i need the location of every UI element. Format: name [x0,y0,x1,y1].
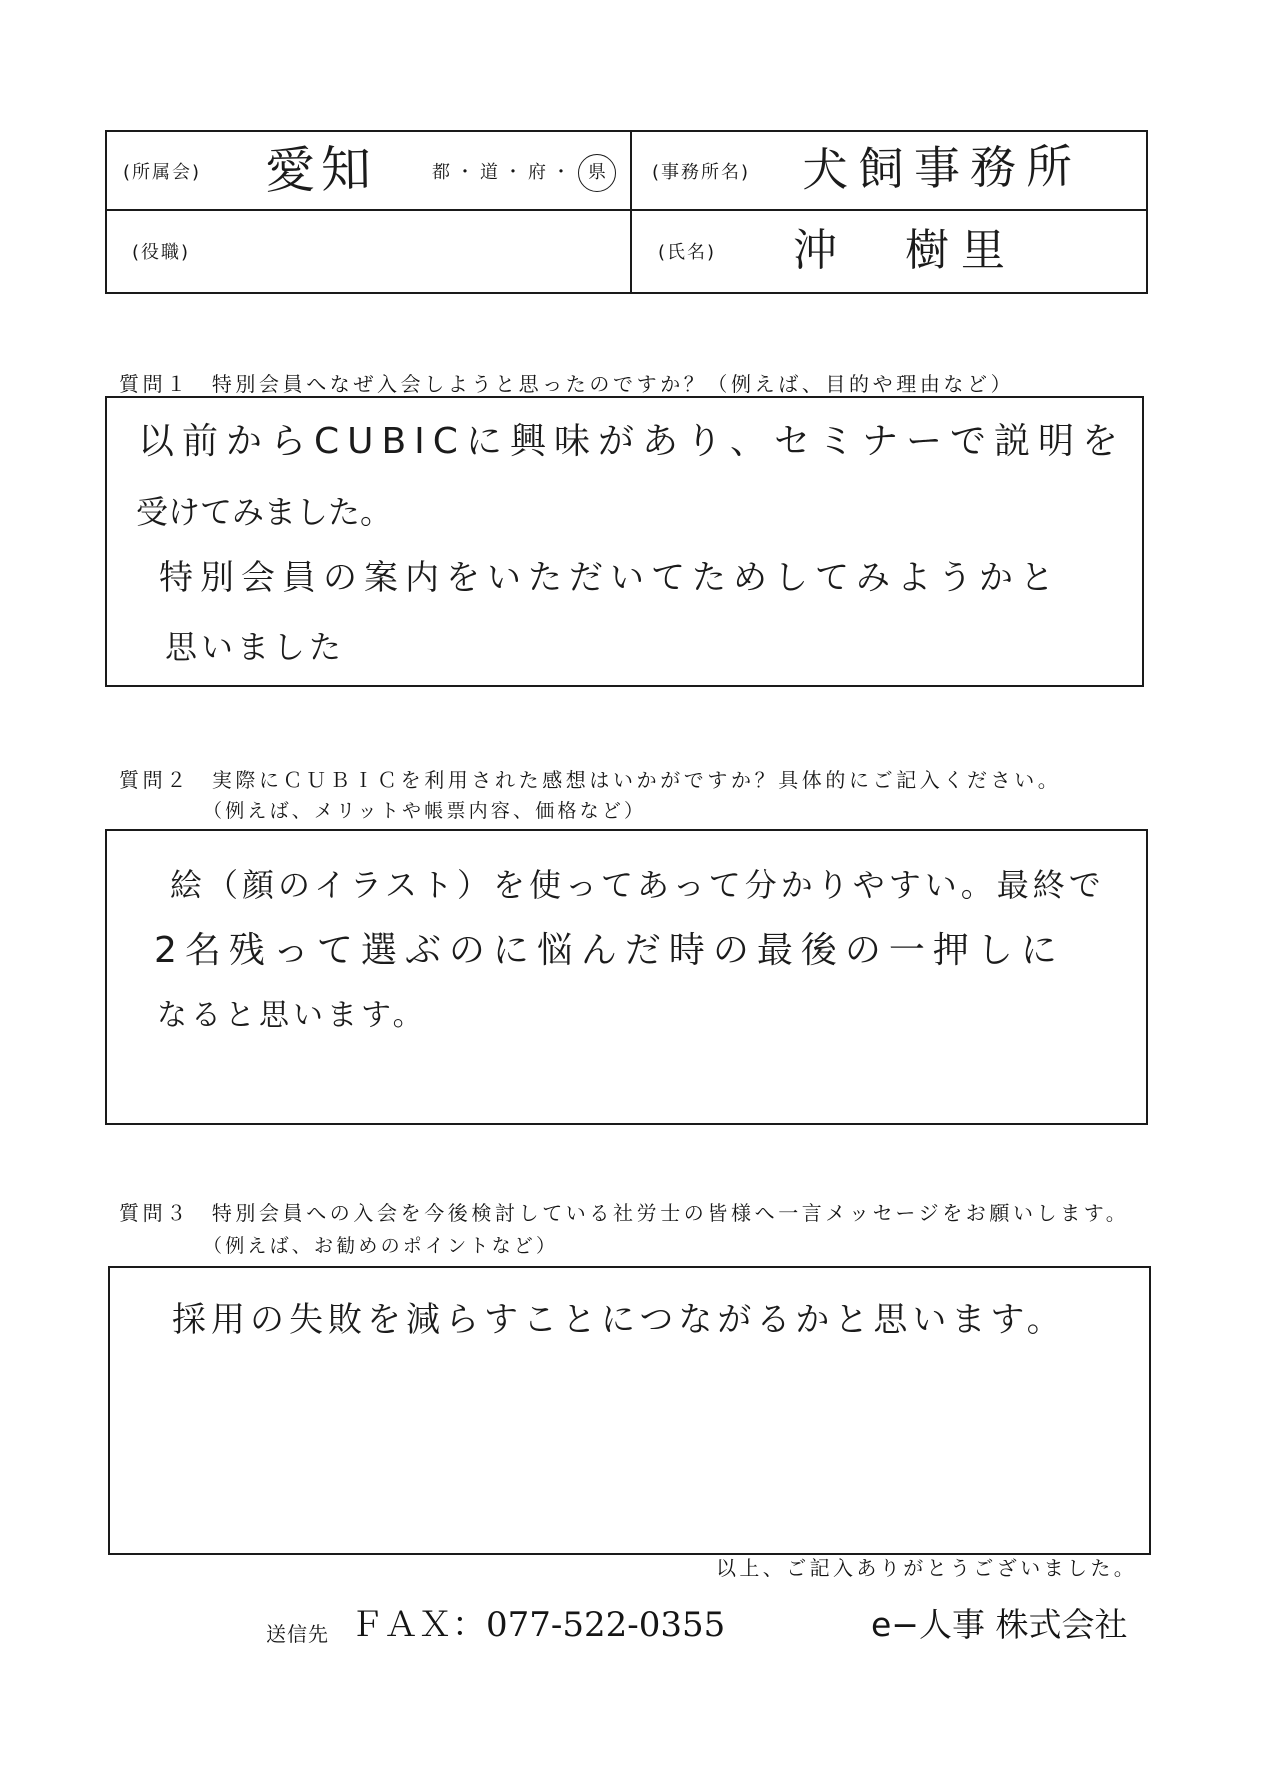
position-cell [107,211,632,292]
question-2-number: 質問２ [119,768,190,792]
fax-number: ＦＡＸ：077-522-0355 [350,1605,726,1645]
question-1-answer-line: 思いました [165,628,346,666]
prefecture-separator: ・ [552,162,570,183]
question-2-answer-line: なると思います。 [157,998,427,1033]
question-3-hint: （例えば、お勧めのポイントなど） [203,1235,559,1257]
office-name-label: (事務所名) [652,162,751,183]
prefecture-separator: ・ [456,162,474,183]
affiliation-handwritten-value: 愛知 [264,140,378,200]
prefecture-option-to: 都 [432,162,450,183]
question-1-heading [119,374,1014,394]
prefecture-option-fu: 府 [528,162,546,183]
question-2-text: 実際にＣＵＢＩＣを利用された感想はいかがですか？具体的にご記入ください。 [211,768,1062,792]
closing-thanks-text: 以上、ご記入ありがとうございました。 [716,1556,1138,1580]
position-label: (役職) [132,242,191,263]
question-1-answer-box [105,396,1144,687]
question-2-heading [119,770,1061,790]
company-name: e−人事 株式会社 [871,1605,1128,1644]
person-name-handwritten-value: 沖 樹里 [793,225,1017,276]
applicant-info-table [105,130,1148,294]
office-name-handwritten-value: 犬飼事務所 [801,139,1083,197]
person-name-cell [632,211,1146,292]
question-2-answer-box [105,829,1148,1125]
question-1-answer-line: 受けてみました。 [136,493,393,531]
office-name-cell [632,132,1146,211]
question-1-answer-line: 以前からCUBICに興味があり、セミナーで説明を [138,421,1126,462]
question-1-hint: （例えば、目的や理由など） [707,372,1015,396]
question-3-answer-box [108,1266,1151,1555]
prefecture-option-ken: 県 [578,154,616,192]
question-1-number: 質問１ [119,372,190,396]
question-3-answer-line: 採用の失敗を減らすことにつながるかと思います。 [172,1300,1066,1340]
question-2-answer-line: 2名残って選ぶのに悩んだ時の最後の一押しに [154,930,1065,971]
person-name-label: (氏名) [658,242,717,263]
send-to-label: 送信先 [266,1622,329,1646]
prefecture-type-selector [432,153,616,193]
prefecture-option-do: 道 [480,162,498,183]
question-2-answer-line: 絵（顔のイラスト）を使ってあって分かりやすい。最終で [170,866,1105,904]
question-3-heading [119,1203,1129,1223]
question-1-text: 特別会員へなぜ入会しようと思ったのですか？ [211,372,708,396]
prefecture-separator: ・ [504,162,522,183]
affiliation-cell [107,132,632,211]
affiliation-label: (所属会) [123,162,202,183]
question-1-answer-line: 特別会員の案内をいただいてためしてみようかと [159,558,1061,598]
question-3-text: 特別会員への入会を今後検討している社労士の皆様へ一言メッセージをお願いします。 [211,1201,1130,1225]
question-2-hint: （例えば、メリットや帳票内容、価格など） [203,800,647,822]
question-3-number: 質問３ [119,1201,190,1225]
